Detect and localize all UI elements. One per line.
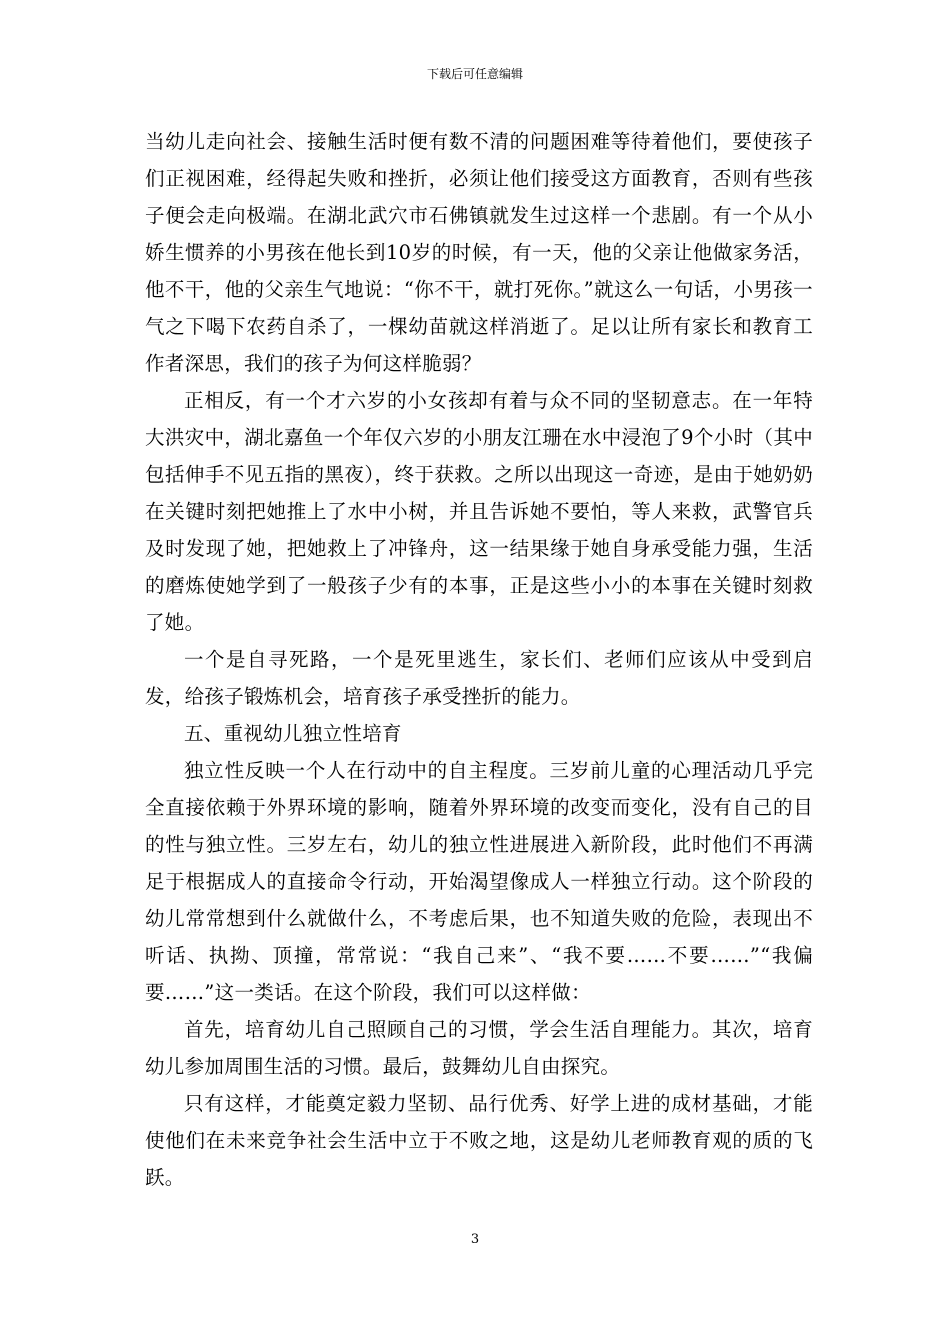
- paragraph-6: 首先，培育幼儿自己照顾自己的习惯，学会生活自理能力。其次，培育幼儿参加周围生活的习惯。最后，鼓舞幼儿自由探究。: [145, 1018, 813, 1078]
- paragraph-5: 独立性反映一个人在行动中的自主程度。三岁前儿童的心理活动几乎完全直接依赖于外界环境的影响，随着外界环境的改变而变化，没有自己的目的性与独立性。三岁左右，幼儿的独立性进展进入新阶段，此时他们不再满足于根据成人的直接命令行动，开始渴望像成人一样独立行动。这个阶段的幼儿常常想到什么就做什么，不考虑后果，也不知道失败的危险，表现出不听话、执拗、顶撞，常常说：“我自己来”、“我不要……不要……”“我偏要……”这一类话。在这个阶段，我们可以这样做：: [145, 759, 813, 1004]
- document-body: [145, 123, 813, 1196]
- section-heading: 五、重视幼儿独立性培育: [184, 722, 402, 745]
- paragraph-7: 只有这样，才能奠定毅力坚韧、品行优秀、好学上进的成材基础，才能使他们在未来竞争社会生活中立于不败之地，这是幼儿老师教育观的质的飞跃。: [145, 1092, 813, 1189]
- page-number: 3: [470, 1232, 480, 1247]
- paragraph-1: 当幼儿走向社会、接触生活时便有数不清的问题困难等待着他们，要使孩子们正视困难，经得起失败和挫折，必须让他们接受这方面教育，否则有些孩子便会走向极端。在湖北武穴市石佛镇就发生过这样一个悲剧。有一个从小娇生惯养的小男孩在他长到10岁的时候，有一天，他的父亲让他做家务活，他不干，他的父亲生气地说：“你不干，就打死你。”就这么一句话，小男孩一气之下喝下农药自杀了，一棵幼苗就这样消逝了。足以让所有家长和教育工作者深思，我们的孩子为何这样脆弱？: [145, 130, 813, 375]
- page-header: 下载后可任意编辑: [426, 67, 523, 81]
- paragraph-3: 一个是自寻死路，一个是死里逃生，家长们、老师们应该从中受到启发，给孩子锻炼机会，培育孩子承受挫折的能力。: [145, 648, 813, 708]
- paragraph-2: 正相反，有一个才六岁的小女孩却有着与众不同的坚韧意志。在一年特大洪灾中，湖北嘉鱼一个年仅六岁的小朋友江珊在水中浸泡了9个小时（其中包括伸手不见五指的黑夜），终于获救。之所以出现这一奇迹，是由于她奶奶在关键时刻把她推上了水中小树，并且告诉她不要怕，等人来救，武警官兵及时发现了她，把她救上了冲锋舟，这一结果缘于她自身承受能力强，生活的磨炼使她学到了一般孩子少有的本事，正是这些小小的本事在关键时刻救了她。: [145, 389, 813, 634]
